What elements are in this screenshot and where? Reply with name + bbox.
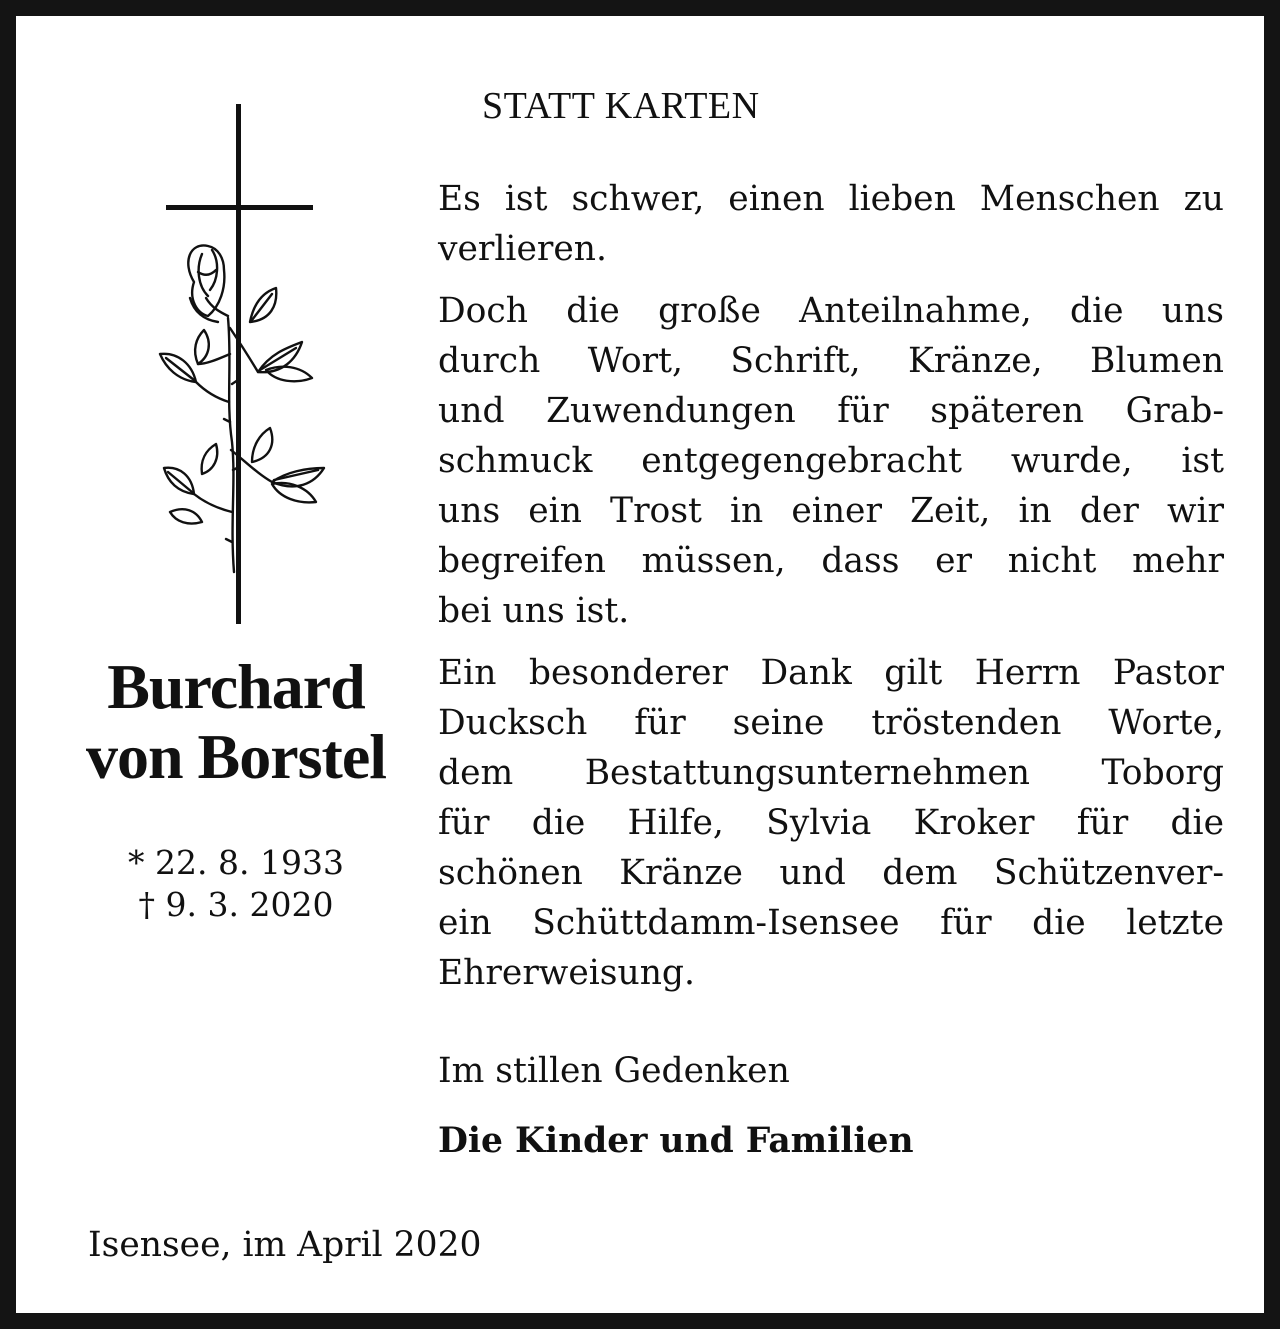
text-line: Ein besonderer Dank gilt Herrn Pastor [438,653,1224,693]
text-line: uns ein Trost in einer Zeit, in der wir [438,491,1224,531]
text-line: begreifen müssen, dass er nicht mehr [438,541,1224,581]
last-name: von Borstel [85,721,387,792]
paragraph-3 [438,648,1224,998]
first-name: Burchard [107,651,365,722]
text-line: durch Wort, Schrift, Kränze, Blumen [438,341,1224,381]
text-line: Ducksch für seine tröstenden Worte, [438,703,1224,743]
deceased-name [46,652,426,792]
text-line: Ehrerweisung. [438,953,695,993]
signature: Die Kinder und Familien [438,1121,914,1161]
birth-date: * 22. 8. 1933 [128,843,344,882]
rose-icon [160,245,324,572]
text-line: schönen Kränze und dem Schützenver- [438,853,1224,893]
death-date: † 9. 3. 2020 [138,885,334,924]
closing-line: Im stillen Gedenken [438,1051,790,1091]
heading: STATT KARTEN [482,85,760,127]
thank-you-text [438,174,1224,1010]
text-line: schmuck entgegengebracht wurde, ist [438,441,1224,481]
place-and-date: Isensee, im April 2020 [88,1225,482,1265]
text-line: für die Hilfe, Sylvia Kroker für die [438,803,1224,843]
cross-with-rose-emblem [146,102,346,626]
text-line: dem Bestattungsunternehmen Toborg [438,753,1224,793]
paragraph-1 [438,174,1224,274]
paragraph-2 [438,286,1224,636]
text-line: verlieren. [438,229,607,269]
text-line: Doch die große Anteilnahme, die uns [438,291,1224,331]
text-line: und Zuwendungen für späteren Grab- [438,391,1224,431]
text-line: Es ist schwer, einen lieben Menschen zu [438,179,1224,219]
life-dates [76,842,396,926]
text-line: ein Schüttdamm-Isensee für die letzte [438,903,1224,943]
text-line: bei uns ist. [438,591,630,631]
